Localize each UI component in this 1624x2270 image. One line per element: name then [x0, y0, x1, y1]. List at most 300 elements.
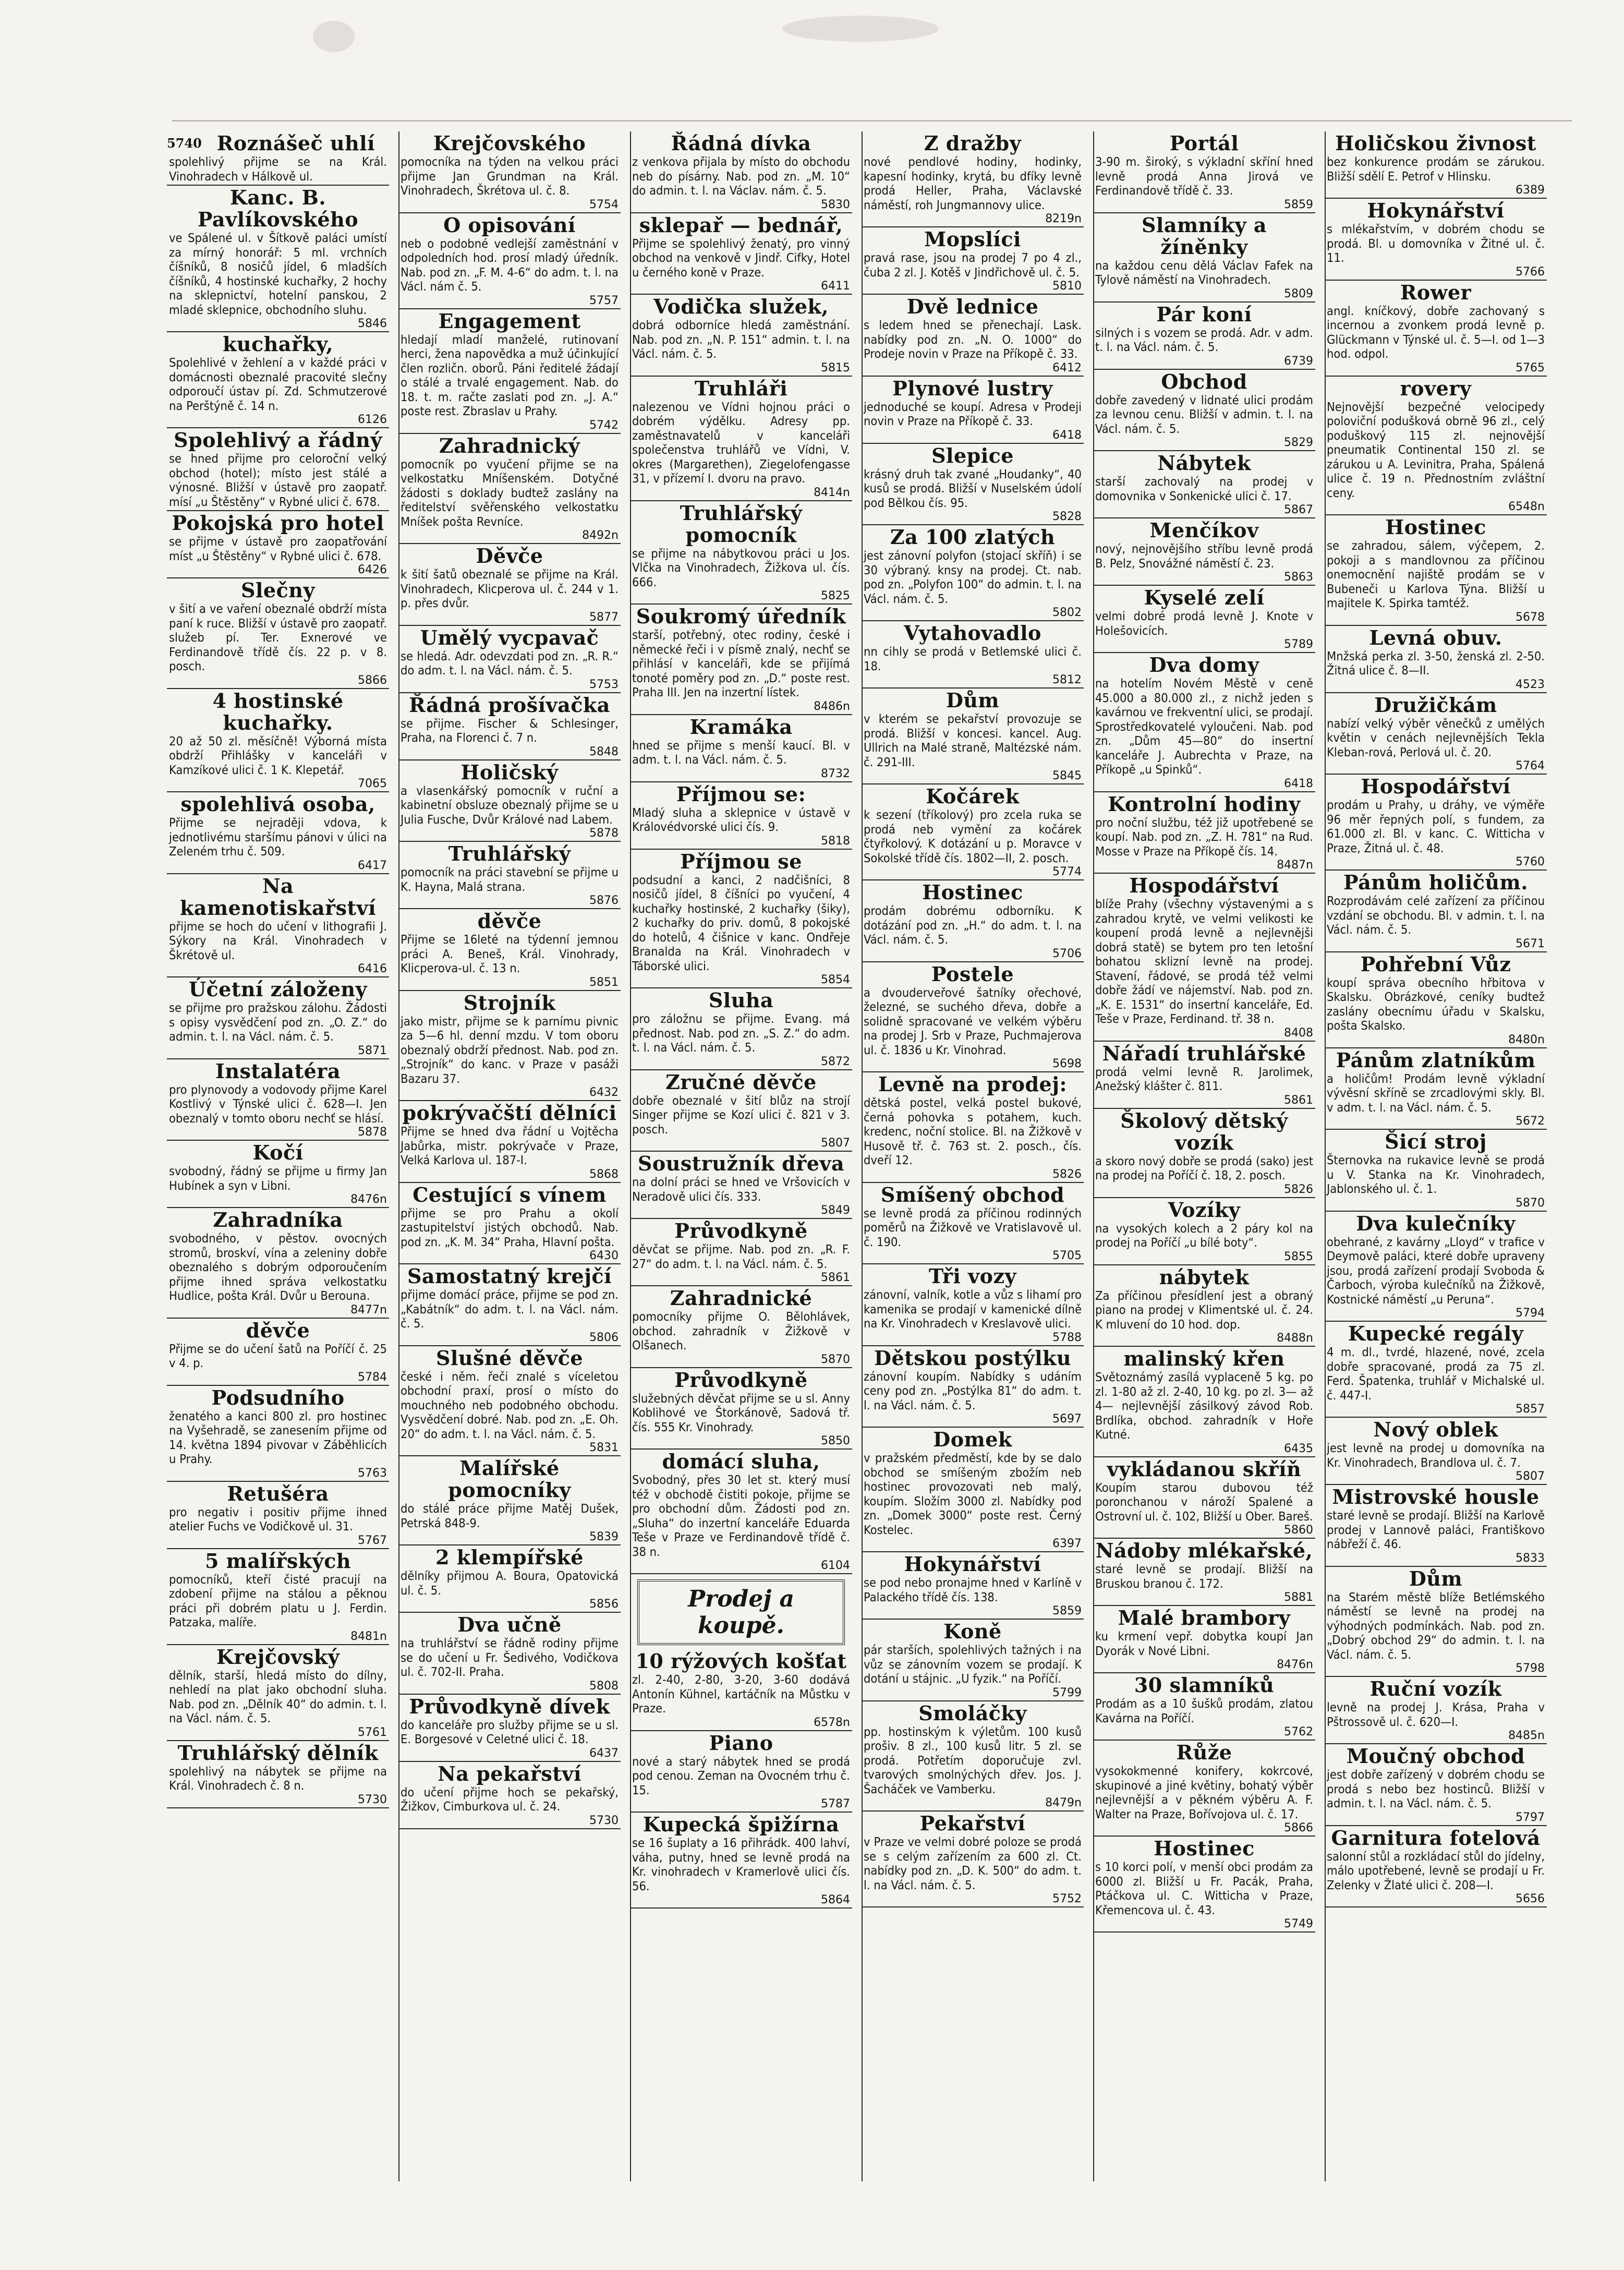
- ad-body: v kterém se pekařství provozuje se prodá. Bližší v koncesi. kancel. Aug. Ullrich na Malé straně, Maltézské nám. č. 291-III.: [864, 711, 1082, 769]
- ad-body: salonní stůl a rozkládací stůl do jídelny, málo upotřebené, levně se prodají u Fr. Zelenky v Žlaté ulici č. 208—I.: [1327, 1849, 1545, 1892]
- ad-heading: Kontrolní hodiny: [1108, 792, 1301, 816]
- classified-ad: [630, 502, 852, 605]
- smudge: [313, 21, 355, 52]
- classified-ad: [862, 378, 1084, 444]
- classified-ad: [862, 1347, 1084, 1428]
- ad-number: 6432: [589, 1086, 619, 1099]
- ad-number: 8479n: [1045, 1796, 1082, 1809]
- ad-number: 5860: [1284, 1524, 1313, 1537]
- ad-number: 8476n: [350, 1193, 387, 1206]
- ad-number: 6418: [1052, 428, 1082, 442]
- ad-number: 5753: [589, 678, 619, 691]
- ad-body: pomocníků, kteří čisté pracují na zdobení přijme na stálou a pěknou práci při dobrém platu u J. Ferdin. Patzaka, malíře.: [169, 1572, 387, 1629]
- ad-heading: Garnitura fotelová: [1331, 1826, 1541, 1850]
- ad-body: v Praze ve velmi dobré poloze se prodá se s celým zařízením za 600 zl. Ct. nabídky pod zn. „D. K. 500“ do adm. t. l. na Václ. nám. č. 5.: [864, 1834, 1082, 1892]
- ad-number: 5706: [1052, 947, 1082, 960]
- ad-heading: kuchařky,: [223, 332, 333, 356]
- ad-number: 5698: [1052, 1057, 1082, 1070]
- ad-body: k sezení (tříkolový) pro zcela ruka se prodá neb vymění za kočárek čtyřkolový. K dotázání u p. Moravce v Sokolské třídě čís. 1802—II, 2. posch.: [864, 807, 1082, 865]
- ad-body: pravá rase, jsou na prodej 7 po 4 zl., čuba 2 zl. J. Kotěš v Jindřichově ul. č. 5.: [864, 250, 1082, 280]
- ad-heading: Portál: [1169, 131, 1239, 155]
- ad-heading: Hospodářství: [1129, 874, 1279, 897]
- ad-heading: Truhlářský dělník: [177, 1741, 379, 1765]
- ad-heading: Malé brambory: [1118, 1606, 1291, 1629]
- classified-ad: [1325, 776, 1547, 871]
- ad-body: se zahradou, sálem, výčepem, 2. pokoji a s mandlovnou za příčinou onemocnění najiště prodám se v Bubeneči u Karlova Týna. Bližší u majitele K. Spirka tamtéž.: [1327, 538, 1545, 610]
- ad-body: děvčat se přijme. Nab. pod zn. „R. F. 27“ do adm. t. l. na Václ. nám. č. 5.: [632, 1242, 850, 1271]
- ad-heading: Tři vozy: [928, 1264, 1017, 1288]
- ad-number: 8480n: [1508, 1033, 1545, 1046]
- ad-body: angl. kníčkový, dobře zachovaný s incernou a zvonkem prodá levně p. Glückmann v Týnské ul. č. 5—I. od 1—3 hod. odpol.: [1327, 303, 1545, 361]
- ad-heading: Kočárek: [926, 784, 1020, 808]
- ad-heading: Dům: [1409, 1566, 1463, 1590]
- classified-ad: [1325, 1568, 1547, 1677]
- ad-heading: Zahradníka: [213, 1208, 343, 1231]
- classified-ad: [398, 1102, 621, 1183]
- ad-heading: Plynové lustry: [892, 376, 1053, 400]
- ad-body: svobodného, v pěstov. ovocných stromů, broskví, vína a zeleniny dobře obeznalého s dobrým odporoučením přijme ihned správa velkostatku Hudlice, pošta Král. Dvůr u Berouna.: [169, 1231, 387, 1303]
- ad-body: starší, potřebný, otec rodiny, české i německé řeči i v písmě znalý, nechť se přihlásí v kanceláři, kde se přijímá tonoté poměry pod zn. „D.“ poste rest. Praha III. Jen na inzertní lístek.: [632, 627, 850, 699]
- ad-heading: Dětskou postýlku: [874, 1346, 1071, 1370]
- ad-heading: domácí sluha,: [662, 1450, 820, 1473]
- ad-body: a vlasenkářský pomocník v ruční a kabinetní obsluze obeznalý přijme se u Julia Fusche, Dvůr Králové nad Labem.: [401, 783, 619, 827]
- ad-body: pomocník po vyučení přijme se na velkostatku Mníšenském. Dotyčné žádosti s doklady budtež zaslány na ředitelství svěřenského velkostatku Mníšek pošta Revníce.: [401, 456, 619, 529]
- ad-number: 5809: [1284, 287, 1313, 300]
- ad-heading: Kyselé zelí: [1144, 586, 1265, 609]
- ad-number: 5870: [1516, 1196, 1545, 1210]
- classified-ad: [630, 1814, 852, 1909]
- ad-heading: Krejčovského: [433, 131, 586, 155]
- classified-ad: [862, 622, 1084, 689]
- ad-heading: Engagement: [438, 309, 581, 333]
- ad-number: 6739: [1284, 354, 1313, 368]
- ad-body: se přijme pro pražskou zálohu. Žádosti s opisy vysvědčení pod zn. „O. Z.“ do admin. t. l. na Václ. nám. č. 5.: [169, 1000, 387, 1044]
- ad-number: 5868: [589, 1167, 619, 1181]
- ad-number: 4523: [1516, 678, 1545, 691]
- ad-body: Přijme se 16leté na týdenní jemnou práci A. Beneš, Král. Vinohrady, Klicperova-ul. č. 13 n.: [401, 932, 619, 975]
- ad-column: [630, 131, 852, 2181]
- ad-body: z venkova přijala by místo do obchodu neb do písárny. Nab. pod zn. „M. 10“ do admin. t. l. na Václav. nám. č. 5.: [632, 154, 850, 198]
- ad-number: 6411: [821, 280, 850, 293]
- classified-ad: [862, 1429, 1084, 1552]
- ad-number: 5859: [1052, 1604, 1082, 1617]
- ad-body: přijme domácí práce, přijme se pod zn. „Kabátník“ do adm. t. l. na Václ. nám. č. 5.: [401, 1287, 619, 1331]
- ad-body: ve Spálené ul. v Šítkově paláci umístí za mírný honorář: 5 ml. vrchních číšníků, 8 nosičů jídel, 6 mladších číšníků, 4 hostinské kuchařky, 2 hochy na sklepnictví, hotelní panskou, 2 mladé sklepnice, obchodního sluhu.: [169, 231, 387, 317]
- classified-ad: [1093, 371, 1315, 452]
- classified-ad: [167, 333, 389, 428]
- ad-body: 20 až 50 zl. měsíčně! Výborná místa obdrží Přihlášky v kanceláři v Kamzíkové ulici č. 1 K. Klepetář.: [169, 733, 387, 777]
- ad-heading: Cestující s vínem: [413, 1182, 607, 1206]
- ad-heading: Levná obuv.: [1369, 625, 1502, 649]
- ad-number: 5878: [589, 827, 619, 840]
- ad-body: se levně prodá za příčinou rodinných poměrů na Žižkově ve Vratislavově ul. č. 190.: [864, 1205, 1082, 1249]
- classified-ad: [398, 694, 621, 760]
- classified-ad: [862, 296, 1084, 377]
- ad-number: 5705: [1052, 1249, 1082, 1262]
- ad-body: pomocníka na týden na velkou práci přijme Jan Grundman na Král. Vinohradech, Škrétova ul. č. 8.: [401, 154, 619, 198]
- classified-ad: [1093, 452, 1315, 518]
- ad-number: 5848: [589, 745, 619, 758]
- ad-number: 5760: [1516, 855, 1545, 868]
- classified-ad: [630, 716, 852, 782]
- ad-body: Koupím starou dubovou též poronchanou v nároží Spalené a Ostrovní ul. č. 102, Bližší u Ober. Bareš.: [1095, 1480, 1313, 1524]
- ad-number: 5678: [1516, 610, 1545, 624]
- ad-number: 6426: [358, 563, 387, 576]
- ad-body: silných i s vozem se prodá. Adr. v adm. t. l. na Václ. nám. č. 5.: [1095, 325, 1313, 354]
- classified-ad: [398, 1696, 621, 1762]
- ad-heading: Průvodkyně dívek: [409, 1694, 610, 1718]
- classified-ad: [398, 762, 621, 842]
- ad-number: 5766: [1516, 265, 1545, 279]
- classified-ad: [398, 310, 621, 434]
- ad-body: se hledá. Adr. odevzdati pod zn. „R. R.“ do adm. t. l. na Václ. nám. č. 5.: [401, 648, 619, 678]
- classified-ad: [1093, 1742, 1315, 1837]
- classified-ad: [398, 1547, 621, 1613]
- ad-heading: malinský křen: [1123, 1347, 1285, 1370]
- ad-body: vysokokmenné konifery, kokrcové, skupinové a jiné květiny, bohatý výběr nejlevnější a v pěkném výběru A. F. Walter na Praze, Bořívojova ul. č. 17.: [1095, 1764, 1313, 1821]
- ad-heading: 4 hostinské kuchařky.: [212, 689, 344, 734]
- classified-ad: [167, 1646, 389, 1741]
- ad-heading: 10 rýžových košťat: [635, 1649, 847, 1673]
- ad-heading: Truhláři: [694, 376, 788, 400]
- ad-number: 5845: [1052, 769, 1082, 782]
- classified-ad: [862, 445, 1084, 526]
- classified-ad: [1093, 1199, 1315, 1265]
- ad-heading: vykládanou skříň: [1107, 1457, 1302, 1481]
- ad-body: pomocník na práci stavební se přijme u K. Hayna, Malá strana.: [401, 865, 619, 894]
- ad-body: Přijme se do učení šatů na Poříčí č. 25 v 4. p.: [169, 1341, 387, 1370]
- classified-ad: [1093, 1838, 1315, 1933]
- ad-body: Mladý sluha a sklepnice v ústavě v Královédvorské ulici čís. 9.: [632, 805, 850, 834]
- ad-number: 5794: [1516, 1307, 1545, 1320]
- classified-ad: [167, 1060, 389, 1141]
- ad-heading: Retušéra: [227, 1481, 329, 1505]
- ad-body: zánovní koupím. Nabídky s udáním ceny pod zn. „Postýlka 81“ do adm. t. l. na Václ. nám. č. 5.: [864, 1369, 1082, 1412]
- classified-ad: [862, 786, 1084, 880]
- ad-heading: Nářadí truhlářské: [1102, 1041, 1306, 1065]
- ad-heading: Krejčovský: [216, 1645, 340, 1669]
- classified-ad: [398, 435, 621, 545]
- ad-body: ženatého a kanci 800 zl. pro hostinec na Vyšehradě, se zanesením přijme od 14. května 1894 pivovar v Záběhlicích u Prahy.: [169, 1408, 387, 1466]
- classified-ad: [1093, 1110, 1315, 1198]
- classified-ad: [630, 989, 852, 1070]
- classified-ad: [1093, 1540, 1315, 1606]
- classified-ad: [398, 1184, 621, 1265]
- classified-ad: [398, 1763, 621, 1829]
- classified-ad: [630, 1451, 852, 1574]
- ad-body: dělník, starší, hledá místo do dílny, nehledí na plat jako obchodní sluha. Nab. pod zn. „Dělník 40“ do admin. t. l. na Václ. nám. č. 5.: [169, 1668, 387, 1725]
- ad-number: 5872: [821, 1055, 850, 1068]
- ad-heading: Levně na prodej:: [878, 1072, 1067, 1096]
- classified-ad: [398, 1347, 621, 1457]
- ad-column: [1325, 131, 1547, 2181]
- classified-ad: [1093, 793, 1315, 874]
- classified-ad: [167, 1387, 389, 1482]
- ad-heading: Pánům holičům.: [1343, 871, 1528, 894]
- section-heading: Prodej a koupě.: [637, 1579, 845, 1645]
- ad-number: 5807: [1516, 1470, 1545, 1483]
- classified-ad: [630, 1287, 852, 1368]
- ad-body: bez konkurence prodám se zárukou. Bližší sdělí E. Petrof v Hlinsku.: [1327, 154, 1545, 184]
- ad-heading: Hostinec: [1154, 1837, 1255, 1860]
- ad-body: jako mistr, přijme se k parnímu pivnic za 5—6 hl. denní mzdu. V tom oboru obeznalý obdrží přednost. Nab. pod zn. „Strojník“ do kanc. v Praze v pasáži Bazaru 37.: [401, 1013, 619, 1086]
- ad-body: starší zachovalý na prodej v domovnika v Sonkenické ulici č. 17.: [1095, 474, 1313, 503]
- ad-number: 5867: [1284, 503, 1313, 516]
- ad-column: [1093, 131, 1315, 2181]
- ad-body: přijme se hoch do učení v lithografii J. Sýkory na Král. Vinohradech v Škrétově ul.: [169, 919, 387, 962]
- ad-heading: Umělý vycpavač: [420, 625, 599, 649]
- classified-ad: [1325, 1213, 1547, 1322]
- classified-ad: [1093, 1674, 1315, 1741]
- ad-body: podsudní a kanci, 2 nadčišníci, 8 nosičů jídel, 8 číšníci po vyučení, 4 kuchařky hostinské, 2 kuchařky (šiky), 2 kuchařky do priv. domů, 8 pokojské do hotelů, 4 čišnice v kanc. Ondřeje Branalda na Král. Vinohradech v Táborské ulici.: [632, 872, 850, 973]
- ad-number: 5826: [1284, 1182, 1313, 1196]
- ad-body: Svobodný, přes 30 let st. který musí též v obchodě čistiti pokoje, přijme se pro obchodní dům. Žádosti pod zn. „Sluha“ do inzertní kanceláře Eduarda Teše v Praze ve Ferdinandově třídě č. 38 n.: [632, 1472, 850, 1559]
- ad-heading: Zručné děvče: [665, 1070, 817, 1094]
- classified-ad: [398, 1614, 621, 1695]
- classified-ad: [630, 1732, 852, 1813]
- classified-ad: [862, 1553, 1084, 1620]
- ad-number: 5810: [1052, 280, 1082, 293]
- ad-heading: spolehlivá osoba,: [180, 792, 375, 816]
- ad-body: dobře obeznalé v šití blůz na strojí Singer přijme se Kozí ulici č. 821 v 3. posch.: [632, 1093, 850, 1137]
- ad-heading: Mistrovské housle: [1332, 1485, 1540, 1508]
- ad-number: 5833: [1516, 1551, 1545, 1565]
- ad-body: ku krmení vepř. dobytka koupí Jan Dyorák v Nové Libni.: [1095, 1629, 1313, 1658]
- ad-body: dobře zavedený v lidnaté ulici prodám za levnou cenu. Bližší v admin. t. l. na Václ. nám. č. 5.: [1095, 392, 1313, 436]
- ad-heading: Postele: [931, 962, 1014, 986]
- ad-heading: Domek: [933, 1428, 1012, 1451]
- ad-heading: Z dražby: [924, 131, 1022, 155]
- ad-body: do stálé práce přijme Matěj Dušek, Petrská 848-9.: [401, 1501, 619, 1530]
- ad-body: krásný druh tak zvané „Houdanky“, 40 kusů se prodá. Bližší v Nuselském údolí pod Bělkou čís. 95.: [864, 466, 1082, 510]
- ad-columns: [167, 131, 1554, 2181]
- classified-ad: [167, 1550, 389, 1645]
- ad-number: 6104: [821, 1559, 850, 1572]
- ad-body: do kanceláře pro služby přijme se u sl. E. Borgesové v Celetné ulici č. 18.: [401, 1717, 619, 1746]
- ad-body: pro noční službu, též již upotřebené se koupí. Nab. pod zn. „Z. H. 781“ na Rud. Mosse v Praze na Příkopě čís. 14.: [1095, 815, 1313, 859]
- ad-number: 5656: [1516, 1892, 1545, 1905]
- ad-number: 6548n: [1508, 500, 1545, 513]
- ad-heading: Rower: [1400, 280, 1472, 304]
- classified-ad: [862, 132, 1084, 227]
- ad-number: 5831: [589, 1441, 619, 1454]
- ad-heading: Děvče: [476, 544, 543, 568]
- ad-heading: Účetní záloženy: [188, 977, 368, 1001]
- ad-body: nabízí velký výběr věnečků z umělých květin v cenách nejlevnějších Tekla Kleban-rová, Perlová ul. č. 20.: [1327, 716, 1545, 759]
- classified-ad: [630, 378, 852, 501]
- ad-body: a dvouderveřové šatníky ořechové, železné, se suchého dřeva, dobře a solidně spracované ve velkém výběru na prodej J. Srb v Praze, Puchmajerova ul. č. 1836 u Kr. Vinohrad.: [864, 985, 1082, 1057]
- ad-number: 5871: [358, 1044, 387, 1057]
- ad-body: nový, nejnovějšího stříbu levně prodá B. Pelz, Snovážné náměstí č. 23.: [1095, 541, 1313, 571]
- classified-ad: [862, 1813, 1084, 1907]
- ad-heading: Spolehlivý a řádný: [174, 428, 382, 452]
- ad-heading: děvče: [477, 909, 542, 933]
- ad-body: neb o podobné vedlejší zaměstnání v odpoledních hod. prosí mladý úředník. Nab. pod zn. „F. M. 4-6“ do adm. t. l. na Václ. nám č. 5.: [401, 236, 619, 294]
- classified-ad: [1325, 132, 1547, 199]
- ad-number: 5876: [589, 894, 619, 907]
- classified-ad: [1325, 200, 1547, 281]
- ad-heading: Vodička služek,: [653, 295, 829, 318]
- ad-number: 6430: [589, 1249, 619, 1262]
- ad-number: 8485n: [1508, 1729, 1545, 1742]
- ad-body: blíže Prahy (všechny výstavenými a s zahradou krytě, ve velmi velikosti ke koupení prodá levně a nejlevnějši dobrá statě) se bytem pro ten letošní bohatou sklizní levně na prodej. Stavení, řádové, se prodá též velmi dobře žádí ve nájemství. Nab. pod zn. „K. E. 1531“ do insertní kanceláře, Ed. Teše v Praze, Ferdinand. tř. 38 n.: [1095, 897, 1313, 1026]
- ad-body: v pražském předměstí, kde by se dalo obchod se smíšeným zbožím neb hostinec provozovati neb malý, koupím. Složím 3000 zl. Nabídky pod zn. „Domek 3000“ poste rest. Černý Kostelec.: [864, 1451, 1082, 1537]
- ad-heading: Slepice: [931, 443, 1014, 467]
- classified-ad: [1093, 1043, 1315, 1109]
- ad-heading: Kupecká špižírna: [643, 1813, 840, 1836]
- ad-number: 5730: [358, 1793, 387, 1806]
- ad-number: 8476n: [1277, 1658, 1313, 1671]
- ad-number: 6389: [1516, 184, 1545, 197]
- classified-ad: [630, 1650, 852, 1731]
- classified-ad: [630, 1220, 852, 1286]
- classified-ad: [1325, 694, 1547, 775]
- ad-number: 5802: [1052, 606, 1082, 619]
- ad-heading: Průvodkyně: [674, 1219, 808, 1242]
- ad-heading: Pokojská pro hotel: [172, 511, 384, 535]
- ad-body: české i něm. řeči znalé s víceletou obchodní praxí, prosí o místo do mouchného neb podobného obchodu. Vysvědčení dobré. Nab. pod zn. „E. Oh. 20“ do adm. t. l. na Václ. nám. č. 5.: [401, 1369, 619, 1441]
- ad-body: Přijme se nejraději vdova, k jednotlivému staršímu pánovi v úlici na Zeleném trhu č. 509.: [169, 815, 387, 859]
- ad-number: 5697: [1052, 1412, 1082, 1426]
- ad-body: se přijme na nábytkovou práci u Jos. Vlčka na Vinohradech, Žižkova ul. čís. 666.: [632, 546, 850, 589]
- classified-ad: [862, 963, 1084, 1073]
- ad-number: 8732: [821, 767, 850, 780]
- ad-heading: Dva domy: [1149, 653, 1259, 677]
- ad-body: prodá velmi levně R. Jarolimek, Anežský klášter č. 811.: [1095, 1064, 1313, 1093]
- ad-body: 4 m. dl., tvrdé, hlazené, nové, zcela dobře spracované, prodá za 75 zl. Ferd. Špatenka, truhlář v Michalské ul. č. 447-I.: [1327, 1345, 1545, 1403]
- ad-body: Nejnovější bezpečné velocipedy poloviční podušková obrně 96 zl., celý poduškový 115 zl. nejnovější pneumatik Continental 150 zl. se zárukou u A. Levinitra, Praha, Spálená ulice č. 19 n. Přednostním zvláštní ceny.: [1327, 399, 1545, 500]
- ad-heading: Instalatéra: [215, 1059, 341, 1083]
- ad-heading: Pár koní: [1156, 302, 1252, 326]
- ad-number: 5839: [589, 1530, 619, 1543]
- ad-heading: Školový dětský vozík: [1120, 1108, 1288, 1154]
- ad-heading: Holičskou živnost: [1335, 131, 1536, 155]
- classified-ad: [1093, 520, 1315, 586]
- ad-heading: Hokynářství: [904, 1552, 1041, 1576]
- classified-ad: [630, 851, 852, 989]
- ad-heading: Průvodkyně: [674, 1368, 808, 1392]
- ad-body: jest dobře zařízený v dobrém chodu se prodá s nebo bez hostinců. Bližší v admin. t. l. na Václ. nám. č. 5.: [1327, 1767, 1545, 1810]
- ad-body: dělníky přijmou A. Boura, Opatovická ul. č. 5.: [401, 1568, 619, 1598]
- ad-body: se přijme. Fischer & Schlesinger, Praha, na Florenci č. 7 n.: [401, 716, 619, 745]
- ad-heading: děvče: [246, 1318, 310, 1342]
- classified-ad: [167, 979, 389, 1059]
- classified-ad: [167, 579, 389, 689]
- ad-heading: nábytek: [1159, 1265, 1250, 1289]
- ad-heading: pokrývačští dělníci: [402, 1101, 617, 1125]
- classified-ad: [630, 783, 852, 850]
- ad-heading: Podsudního: [211, 1385, 345, 1409]
- classified-ad: [398, 545, 621, 626]
- classified-ad: [1325, 953, 1547, 1048]
- ad-body: staré levně se prodají. Bližší na Bruskou branou č. 172.: [1095, 1562, 1313, 1591]
- ad-body: na hotelím Novém Městě v ceně 45.000 a 80.000 zl., z nichž jeden s kavárnou ve frekventní ulici, se prodají. Sprostředkovatelé vyloučeni. Nab. pod zn. „Dům 45—80“ do insertní kanceláře J. Aubrechta v Praze, na Příkopě „u Spinků“.: [1095, 676, 1313, 777]
- classified-ad: [398, 843, 621, 909]
- classified-ad: [167, 690, 389, 793]
- ad-heading: Malířské pomocníky: [448, 1456, 571, 1502]
- classified-ad: [862, 1265, 1084, 1346]
- ad-heading: Dům: [946, 689, 1000, 712]
- ad-heading: Obchod: [1161, 369, 1247, 393]
- classified-ad: [862, 690, 1084, 784]
- ad-number: 5861: [1284, 1093, 1313, 1107]
- ad-heading: Dvě lednice: [906, 295, 1039, 318]
- classified-ad: [862, 526, 1084, 621]
- ad-number: 8488n: [1277, 1332, 1313, 1345]
- ad-body: pro záložnu se přijme. Evang. má přednost. Nab. pod zn. „S. Z.“ do adm. t. l. na Václ. nám. č. 5.: [632, 1011, 850, 1055]
- ad-number: 5761: [358, 1725, 387, 1739]
- classified-ad: [167, 429, 389, 511]
- ad-number: 5846: [358, 317, 387, 330]
- ad-column: [862, 131, 1084, 2181]
- ad-number: 5806: [589, 1331, 619, 1344]
- ad-number: 8481n: [350, 1629, 387, 1643]
- classified-ad: [1325, 282, 1547, 377]
- ad-heading: Pánům zlatníkům: [1336, 1048, 1536, 1072]
- ad-body: se 16 šuplaty a 16 přihrádk. 400 lahví, váha, putny, hned se levně prodá na Kr. vinohradech v Kramerlově ulici čís. 56.: [632, 1836, 850, 1893]
- ad-heading: Hostinec: [1385, 515, 1486, 539]
- ad-number: 5767: [358, 1534, 387, 1547]
- ad-number: 5730: [589, 1814, 619, 1827]
- classified-ad: [167, 1742, 389, 1808]
- ad-body: se pod nebo pronajme hned v Karlíně v Palackého třídě čís. 138.: [864, 1575, 1082, 1604]
- ad-body: Přijme se spolehlivý ženatý, pro vinný obchod na venkově v Jindř. Cifky, Hotel u černého koně v Praze.: [632, 236, 850, 280]
- ad-number: 5749: [1284, 1917, 1313, 1930]
- classified-ad: [630, 214, 852, 295]
- ad-body: spolehlivý na nábytek se přijme na Král. Vinohradech č. 8 n.: [169, 1764, 387, 1793]
- ad-body: pro plynovody a vodovody přijme Karel Kostlivý v Týnské ulici č. 628—I. Jen obeznalý v tomto oboru nechť se hlásí.: [169, 1082, 387, 1126]
- ad-number: 8486n: [814, 699, 850, 713]
- ad-number: 5671: [1516, 937, 1545, 950]
- ad-body: prodám dobrému odborníku. K dotázání pod zn. „H.“ do adm. t. l. na Václ. nám. č. 5.: [864, 903, 1082, 947]
- ad-body: do učení přijme hoch se pekařský, Žižkov, Cimburkova ul. č. 24.: [401, 1784, 619, 1814]
- classified-ad: [167, 875, 389, 978]
- ad-body: Světoznámý zasílá vyplaceně 5 kg. po zl. 1-80 až zl. 2-40, 10 kg. po zl. 3— až 4— nejlevnější zásilkový závod Rob. Brdlíka, obchod. zahradník v Hoře Kutné.: [1095, 1370, 1313, 1442]
- ad-number: 5774: [1052, 865, 1082, 878]
- classified-ad: [630, 296, 852, 377]
- ad-body: na dolní práci se hned ve Vršovicích v Neradově ulici čís. 333.: [632, 1175, 850, 1204]
- ad-body: staré levně se prodají. Bližší na Karlově prodej v Lannově paláci, Františkovo nábřeží č. 46.: [1327, 1508, 1545, 1551]
- ad-body: a skoro nový dobře se prodá (sako) jest na prodej na Poříčí č. 18, 2. posch.: [1095, 1153, 1313, 1182]
- ad-body: nalezenou ve Vídni hojnou práci o dobrém výdělku. Adresy pp. zaměstnavatelů v kanceláři společenstva truhlářů ve Vídni, V. okres (Margarethen), Ziegelofengasse 31, v přízemí I. dvoru na pravo.: [632, 399, 850, 486]
- ad-number: 5870: [821, 1353, 850, 1366]
- smudge: [782, 16, 939, 42]
- ad-heading: Příjmou se: [680, 849, 802, 873]
- ad-body: Šternovka na rukavice levně se prodá u V. Stanka na Kr. Vinohradech, Jablonského ul. č. 1.: [1327, 1153, 1545, 1196]
- ad-number: 5812: [1052, 673, 1082, 686]
- ad-body: levně na prodej J. Krása, Praha v Pštrossově ul. č. 620—I.: [1327, 1700, 1545, 1729]
- ad-body: Přijme se hned dva řádní u Vojtěcha Jabůrka, mistr. pokrývače v Praze, Velká Karlova ul. 187-I.: [401, 1124, 619, 1167]
- ad-number: 5799: [1052, 1686, 1082, 1699]
- ad-heading: Hostinec: [922, 880, 1023, 904]
- classified-ad: [1093, 1458, 1315, 1539]
- ad-body: služebných děvčat přijme se u sl. Anny Koblihové ve Štorkánově, Sadová tř. čís. 555 Kr. Vinohrady.: [632, 1391, 850, 1434]
- ad-heading: Smíšený obchod: [880, 1182, 1065, 1206]
- ad-number: 5859: [1284, 198, 1313, 211]
- ad-number: 6578n: [814, 1716, 850, 1729]
- classified-ad: [630, 1071, 852, 1152]
- ad-number: 5672: [1516, 1115, 1545, 1128]
- ad-column: [167, 131, 389, 2181]
- ad-heading: rovery: [1400, 376, 1472, 400]
- ad-heading: Příjmou se:: [676, 782, 806, 806]
- ad-heading: Zahradnické: [670, 1286, 813, 1310]
- classified-ad: [1093, 875, 1315, 1042]
- ad-heading: Zahradnický: [439, 433, 580, 457]
- ad-body: 3-90 m. široký, s výkladní skříní hned levně prodá Anna Jirová ve Ferdinandově třídě č. 33.: [1095, 154, 1313, 198]
- ad-heading: Slušné děvče: [435, 1346, 584, 1370]
- classified-ad: [1325, 872, 1547, 952]
